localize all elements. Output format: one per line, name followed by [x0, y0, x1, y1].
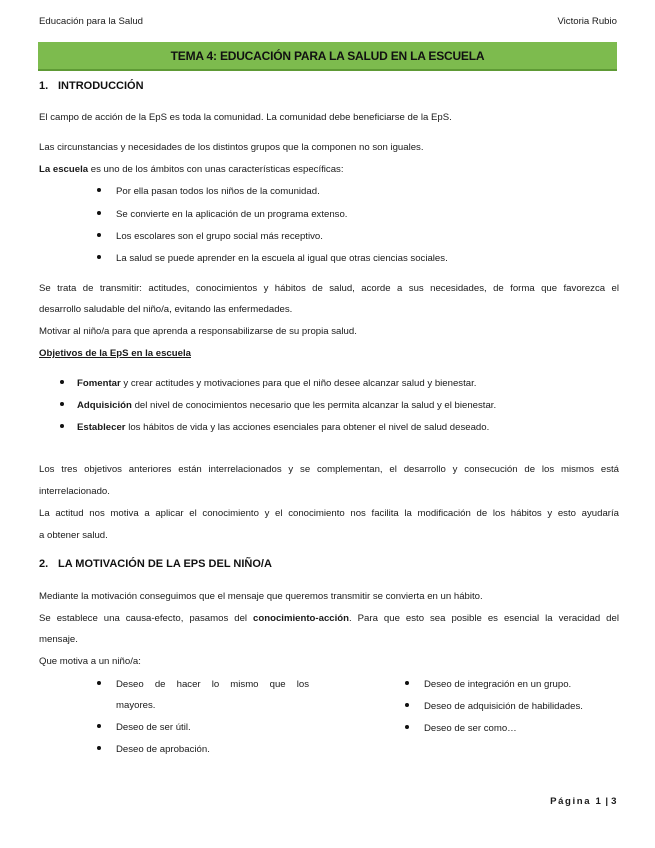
- list-item-text: los hábitos de vida y las acciones esenciales para obtener el nivel de salud deseado.: [125, 422, 490, 433]
- bullet-icon: [60, 402, 64, 406]
- list-item: [77, 373, 476, 395]
- bullet-icon: [97, 211, 101, 215]
- list-item-line: mayores.: [116, 700, 156, 711]
- paragraph-line: La actitud nos motiva a aplicar el conocimiento y el conocimiento nos facilita la modificación de los hábitos y esto ayudaría: [39, 508, 619, 519]
- paragraph-line: Los tres objetivos anteriores están interrelacionados y se complementan, el desarrollo y consecución de los mismos está: [39, 464, 619, 475]
- list-item: Deseo de ser como…: [424, 723, 517, 734]
- bold-term: Establecer: [77, 422, 126, 433]
- paragraph-line: [39, 608, 619, 630]
- bullet-icon: [405, 725, 409, 729]
- bullet-icon: [60, 424, 64, 428]
- header-right: Victoria Rubio: [557, 16, 617, 27]
- list-item: Los escolares son el grupo social más receptivo.: [116, 231, 323, 242]
- section-2-number: 2.: [39, 558, 49, 570]
- paragraph-text: es uno de los ámbitos con unas características específicas:: [88, 164, 344, 175]
- list-item: Deseo de adquisición de habilidades.: [424, 701, 583, 712]
- section-2-title: LA MOTIVACIÓN DE LA EPS DEL NIÑO/A: [58, 558, 272, 570]
- list-item: La salud se puede aprender en la escuela al igual que otras ciencias sociales.: [116, 253, 448, 264]
- bullet-icon: [97, 681, 101, 685]
- bold-term: conocimiento-acción: [253, 613, 349, 624]
- paragraph-line: interrelacionado.: [39, 486, 110, 497]
- bullet-icon: [97, 746, 101, 750]
- objectives-heading: Objetivos de la EpS en la escuela: [39, 348, 191, 359]
- section-1-heading: [39, 80, 144, 92]
- list-item-text: y crear actitudes y motivaciones para que el niño desee alcanzar salud y bienestar.: [120, 378, 477, 389]
- header-left: Educación para la Salud: [39, 16, 144, 27]
- section-1-title: INTRODUCCIÓN: [58, 80, 144, 92]
- bullet-icon: [405, 681, 409, 685]
- paragraph: Que motiva a un niño/a:: [39, 656, 141, 667]
- list-item-text: del nivel de conocimientos necesario que les permita alcanzar la salud y el bienestar.: [131, 400, 497, 411]
- bold-term: Adquisición: [77, 400, 132, 411]
- page-total: 3: [611, 796, 618, 807]
- paragraph: Las circunstancias y necesidades de los distintos grupos que la componen no son iguales.: [39, 142, 424, 153]
- section-1-number: 1.: [39, 80, 49, 92]
- bullet-icon: [97, 255, 101, 259]
- paragraph-line: desarrollo saludable del niño/a, evitando las enfermedades.: [39, 304, 293, 315]
- bullet-icon: [405, 703, 409, 707]
- paragraph-line: Se trata de transmitir: actitudes, conocimientos y hábitos de salud, acorde a sus necesidades, de forma que favorezca el: [39, 283, 619, 294]
- list-item: Deseo de integración en un grupo.: [424, 679, 572, 690]
- bullet-icon: [97, 188, 101, 192]
- bullet-icon: [60, 380, 64, 384]
- page-word: Página: [550, 796, 592, 807]
- list-item: Deseo de aprobación.: [116, 744, 210, 755]
- paragraph-line: a obtener salud.: [39, 530, 108, 541]
- bullet-icon: [97, 724, 101, 728]
- page-number: 1: [595, 796, 603, 807]
- paragraph: El campo de acción de la EpS es toda la comunidad. La comunidad debe beneficiarse de la EpS.: [39, 112, 452, 123]
- document-title: TEMA 4: EDUCACIÓN PARA LA SALUD EN LA ESCUELA: [38, 42, 617, 71]
- paragraph-text: Se establece una causa-efecto, pasamos del: [39, 613, 254, 624]
- list-item: Se convierte en la aplicación de un programa extenso.: [116, 209, 348, 220]
- section-2-heading: [39, 558, 272, 570]
- page-footer: Página 1 | 3: [550, 796, 618, 807]
- list-item: Deseo de ser útil.: [116, 722, 191, 733]
- paragraph: [39, 159, 619, 181]
- bold-term: Fomentar: [77, 378, 121, 389]
- paragraph-text: . Para que esto sea posible es esencial la veracidad del: [349, 613, 619, 624]
- list-item: [77, 417, 489, 439]
- paragraph: Motivar al niño/a para que aprenda a responsabilizarse de su propia salud.: [39, 326, 357, 337]
- bullet-icon: [97, 233, 101, 237]
- list-item-line: Deseo de hacer lo mismo que los: [116, 679, 309, 690]
- list-item: Por ella pasan todos los niños de la comunidad.: [116, 186, 320, 197]
- objectives-heading-row: [39, 343, 619, 365]
- bold-term: La escuela: [39, 164, 89, 175]
- paragraph-line: mensaje.: [39, 634, 78, 645]
- list-item: [77, 395, 496, 417]
- paragraph: Mediante la motivación conseguimos que el mensaje que queremos transmitir se convierta en un hábito.: [39, 591, 483, 602]
